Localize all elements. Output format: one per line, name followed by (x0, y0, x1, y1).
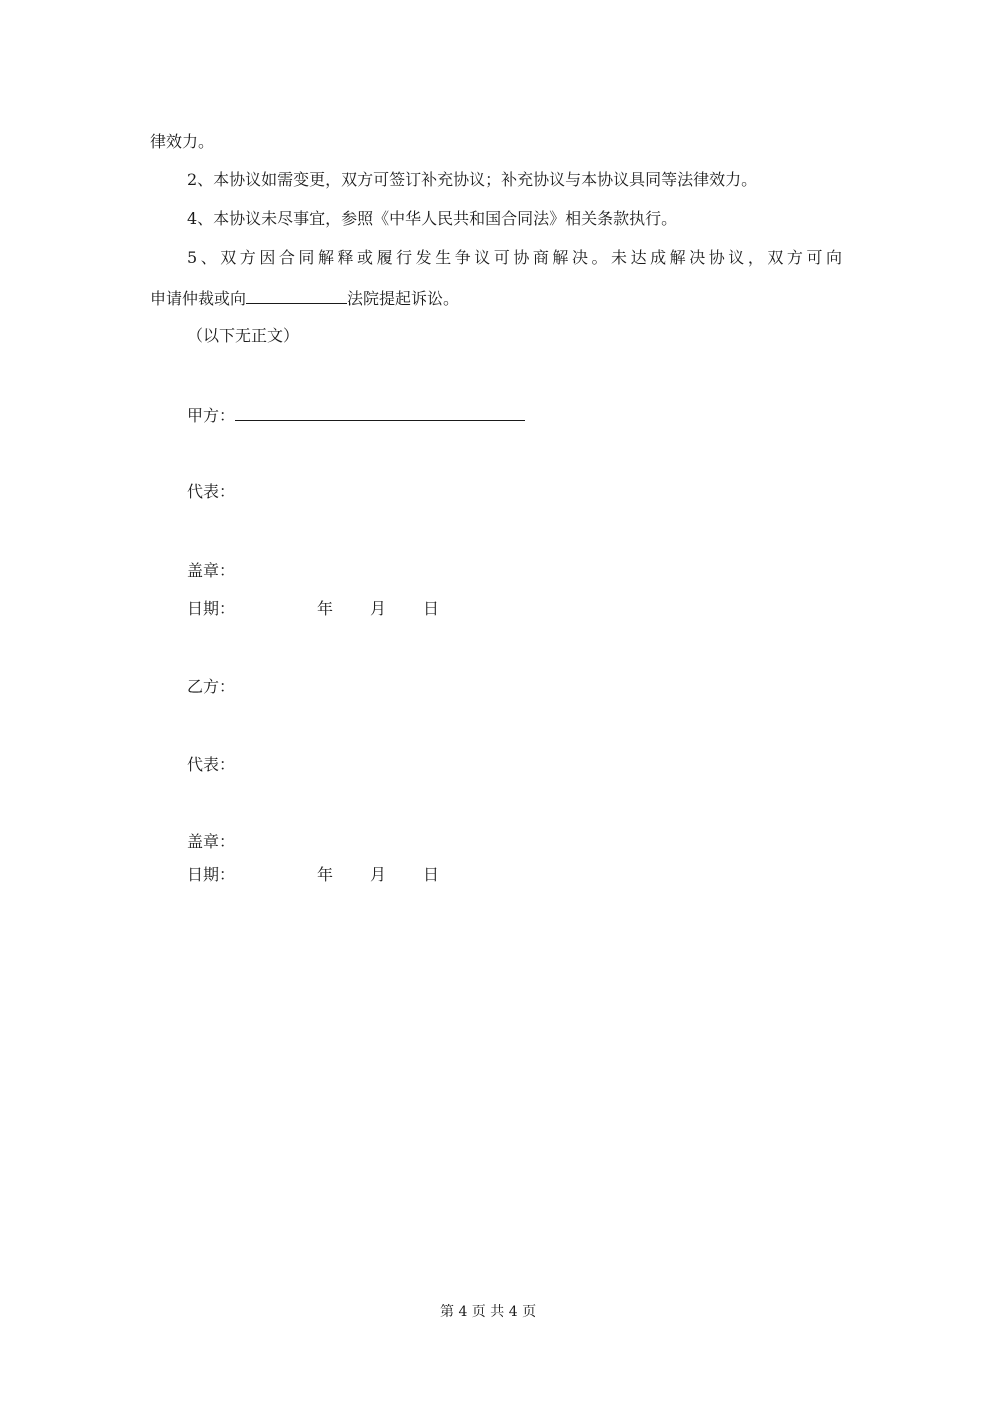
clause-4: 4、本协议未尽事宜，参照《中华人民共和国合同法》相关条款执行。 (187, 209, 678, 228)
clause-2: 2、本协议如需变更，双方可签订补充协议；补充协议与本协议具同等法律效力。 (187, 170, 758, 189)
party-a-label: 甲方： (187, 406, 236, 425)
party-b-rep-label: 代表： (187, 755, 236, 774)
party-b-label: 乙方： (187, 677, 236, 696)
party-b-month: 月 (370, 865, 387, 884)
court-name-blank (246, 287, 347, 304)
party-a-rep-label: 代表： (187, 482, 236, 501)
party-a-month: 月 (370, 599, 387, 618)
party-a-blank (235, 404, 525, 421)
page-number-footer: 第 4 页 共 4 页 (440, 1304, 537, 1320)
clause-5-line-2 (150, 287, 459, 309)
party-b-day: 日 (423, 865, 440, 884)
clause-5-suffix: 法院提起诉讼。 (347, 289, 460, 308)
party-a-day: 日 (423, 599, 440, 618)
party-b-seal-label: 盖章： (187, 832, 236, 851)
clause-5-prefix: 申请仲裁或向 (150, 289, 247, 308)
party-a-date-row (187, 599, 487, 619)
no-text-note: （以下无正文） (187, 326, 300, 345)
party-a-line (187, 404, 525, 426)
party-a-date-label: 日期： (187, 599, 236, 618)
clause-5-line-1: 5、双方因合同解释或履行发生争议可协商解决。未达成解决协议，双方可向 (187, 248, 842, 267)
party-b-year: 年 (317, 865, 334, 884)
continuation-text: 律效力。 (150, 132, 215, 151)
party-a-seal-label: 盖章： (187, 561, 236, 580)
party-b-date-row (187, 865, 487, 885)
party-b-date-label: 日期： (187, 865, 236, 884)
party-a-year: 年 (317, 599, 334, 618)
